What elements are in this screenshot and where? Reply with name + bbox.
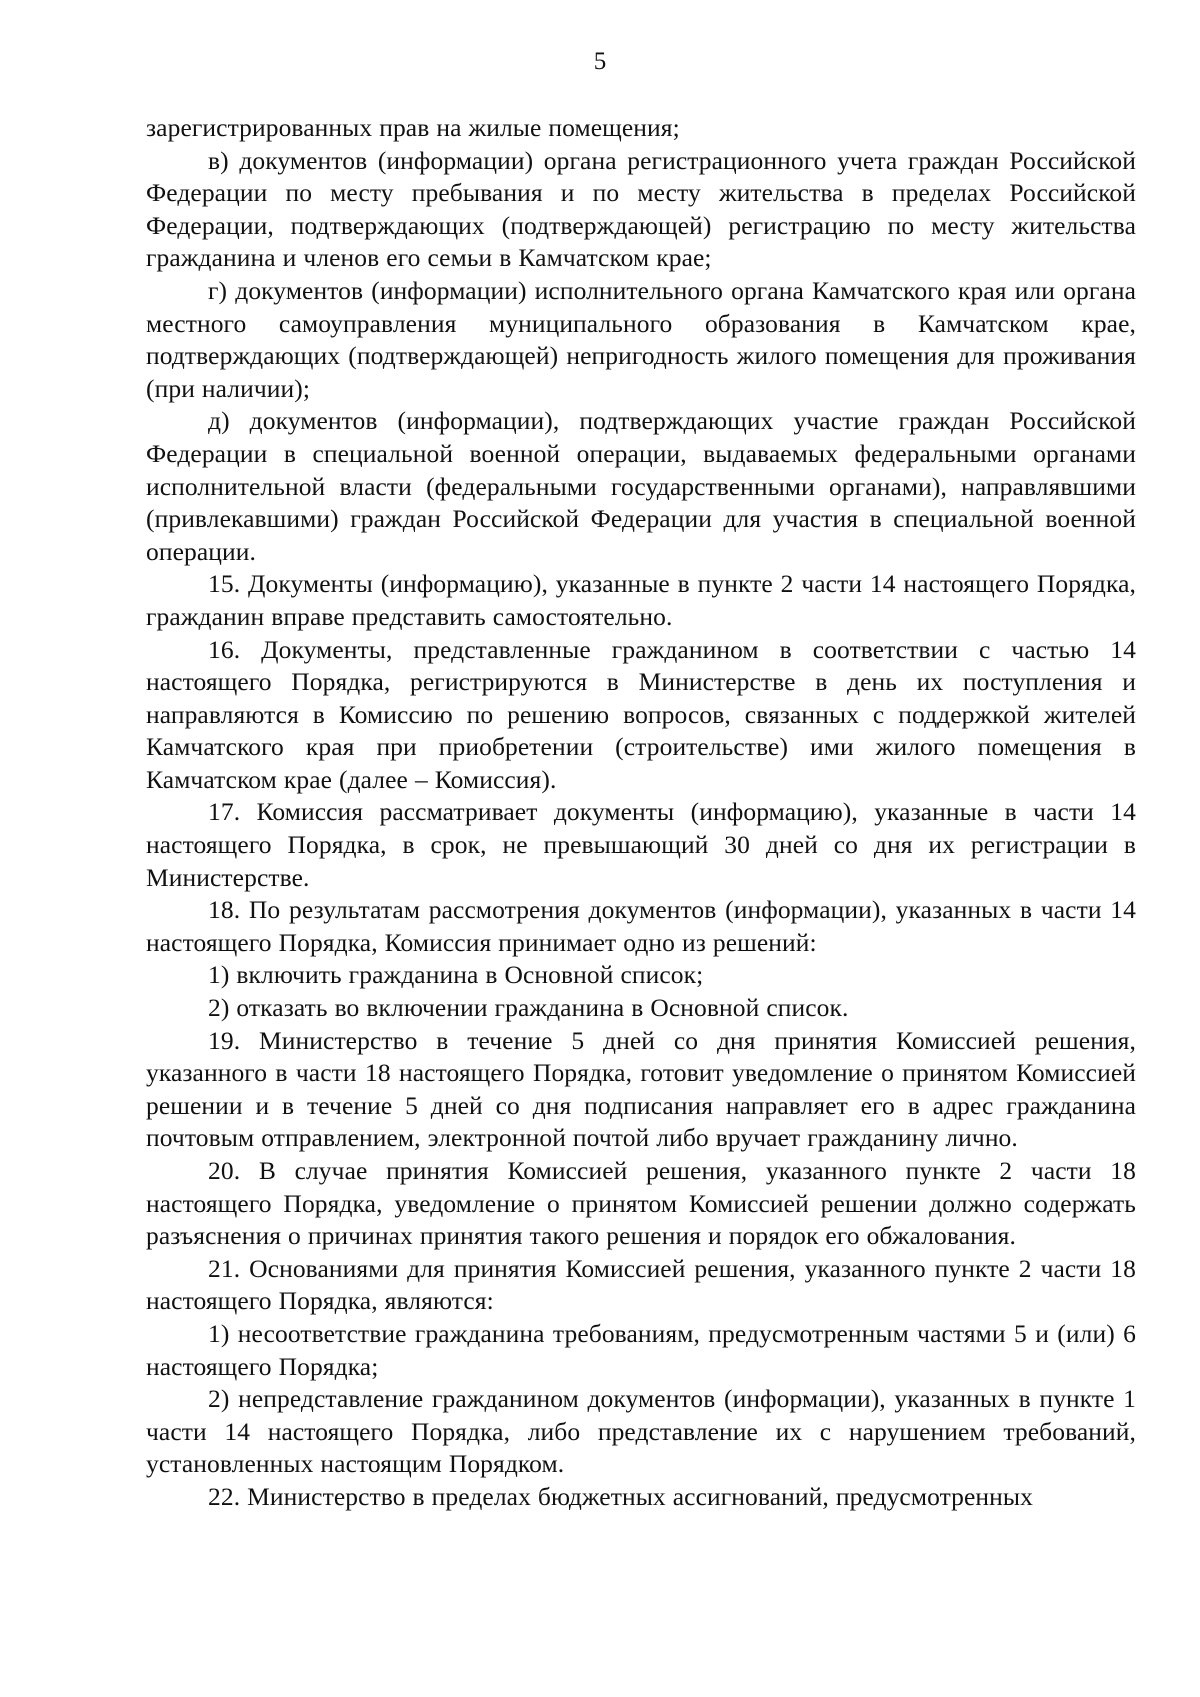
paragraph-clause-19: 19. Министерство в течение 5 дней со дня принятия Комиссией решения, указанного в части 18 настоящего Порядка, готовит уведомление о принятом Комиссией решении и в течение 5 дней со дня подписания направляет его в адрес гражданина почтовым отправлением, электронной почтой либо вручает гражданину лично. [146, 1025, 1136, 1153]
paragraph-clause-18-item-2: 2) отказать во включении гражданина в Основной список. [208, 993, 849, 1023]
paragraph-clause-16: 16. Документы, представленные гражданином в соответствии с частью 14 настоящего Порядка, регистрируются в Министерстве в день их поступления и направляются в Комиссию по решению вопросов, связанных с поддержкой жителей Камчатского края при приобретении (строительстве) ими жилого помещения в Камчатском крае (далее – Комиссия). [146, 634, 1136, 794]
paragraph-clause-18-item-1: 1) включить гражданина в Основной список; [208, 960, 704, 990]
paragraph-item-v: в) документов (информации) органа регистрационного учета граждан Российской Федерации по месту пребывания и по месту жительства в пределах Российской Федерации, подтверждающих (подтверждающей) регистрацию по месту жительства гражданина и членов его семьи в Камчатском крае; [146, 145, 1136, 273]
paragraph-continuation: зарегистрированных прав на жилые помещения; [146, 113, 680, 142]
paragraph-clause-17: 17. Комиссия рассматривает документы (информацию), указанные в части 14 настоящего Порядка, в срок, не превышающий 30 дней со дня их регистрации в Министерстве. [146, 797, 1136, 892]
paragraph-item-g: г) документов (информации) исполнительного органа Камчатского края или органа местного самоуправления муниципального образования в Камчатском крае, подтверждающих (подтверждающей) непригодность жилого помещения для проживания (при наличии); [146, 275, 1136, 403]
document-body [146, 112, 1136, 1514]
paragraph-clause-21: 21. Основаниями для принятия Комиссией решения, указанного пункте 2 части 18 настоящего Порядка, являются: [146, 1253, 1136, 1316]
paragraph-clause-15: 15. Документы (информацию), указанные в пункте 2 части 14 настоящего Порядка, гражданин вправе представить самостоятельно. [146, 569, 1136, 631]
paragraph-clause-21-item-2: 2) непредставление гражданином документов (информации), указанных в пункте 1 части 14 настоящего Порядка, либо представление их с нарушением требований, установленных настоящим Порядком. [146, 1384, 1136, 1479]
paragraph-clause-20: 20. В случае принятия Комиссией решения, указанного пункте 2 части 18 настоящего Порядка, уведомление о принятом Комиссией решении должно содержать разъяснения о причинах принятия такого решения и порядок его обжалования. [146, 1156, 1136, 1251]
paragraph-clause-22: 22. Министерство в пределах бюджетных ассигнований, предусмотренных [208, 1481, 1033, 1511]
page-number: 5 [593, 48, 607, 75]
paragraph-item-d: д) документов (информации), подтверждающих участие граждан Российской Федерации в специальной военной операции, выдаваемых федеральными органами исполнительной власти (федеральными государственными органами), направлявшими (привлекавшими) граждан Российской Федерации для участия в специальной военной операции. [146, 406, 1136, 566]
paragraph-clause-21-item-1: 1) несоответствие гражданина требованиям, предусмотренным частями 5 и (или) 6 настоящего Порядка; [146, 1318, 1136, 1381]
paragraph-clause-18: 18. По результатам рассмотрения документов (информации), указанных в части 14 настоящего Порядка, Комиссия принимает одно из решений: [146, 895, 1136, 957]
